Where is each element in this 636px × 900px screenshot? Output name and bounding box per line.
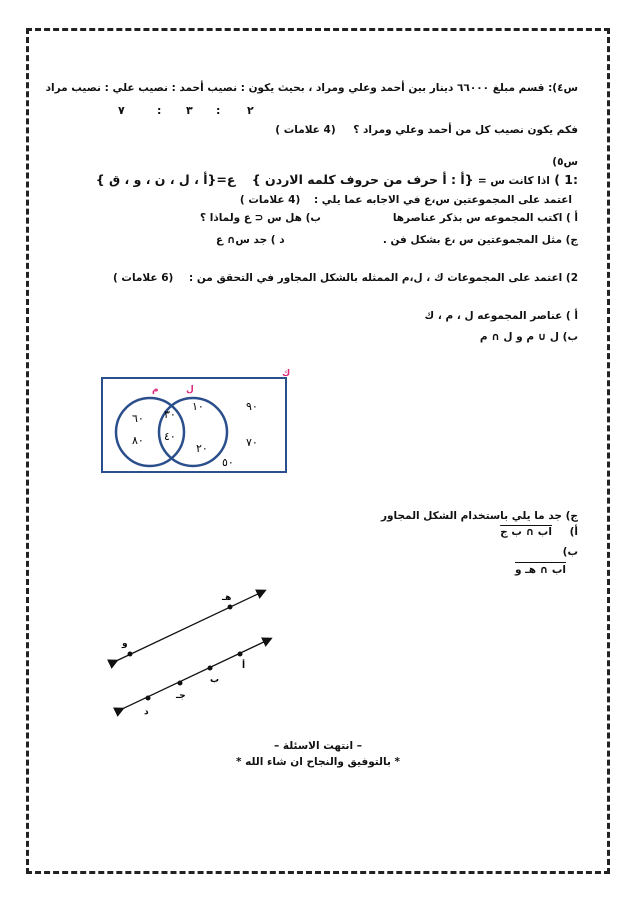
venn-value: ٥٠: [222, 456, 234, 469]
q4-marks: (4 علامات ): [275, 124, 336, 136]
q5-rely: اعتمد على المجموعتين س،ع في الاجابه عما يلي :: [313, 194, 572, 206]
partc-item-a-label: أ): [569, 526, 578, 538]
partc-item-a: [500, 526, 578, 538]
q5-p1-b: ب) هل س ⊂ ع ولماذا ؟: [200, 212, 321, 224]
q5-p2-marks: (6 علامات ): [112, 272, 174, 284]
q4-ratio-ahmad: ٢: [247, 104, 254, 117]
q5-p1-c: ج) مثل المجموعتين س ،ع بشكل فن .: [382, 234, 578, 246]
q5-set-s: {أ : أ حرف من حروف كلمه الاردن }: [251, 172, 474, 187]
point-j: [178, 681, 183, 686]
venn-label-k: ك: [282, 369, 291, 379]
q5-heading: س٥): [552, 156, 578, 168]
q5-p2-b: ب) ل ∪ م و ل ∩ م: [479, 331, 578, 343]
label-a: أ: [242, 661, 246, 671]
label-h: هـ: [222, 593, 232, 603]
label-d: د: [144, 707, 149, 717]
partc-item-a-expr: اب ∩ ب ج: [500, 526, 552, 538]
venn-value: ٢٠: [196, 442, 208, 455]
q4-ratio-ali: ٣: [186, 104, 193, 117]
venn-value: ٦٠: [132, 412, 144, 425]
venn-value: ٧٠: [246, 436, 258, 449]
q4-ratio-murad: ٧: [118, 104, 125, 117]
venn-diagram: [98, 366, 298, 476]
venn-label-m: م: [152, 385, 159, 395]
q5-p1-line: [96, 172, 578, 187]
label-j: جـ: [176, 691, 186, 701]
q5-p2-text: اعتمد على المجموعات ك ، ل،م الممثله بالشكل المجاور في التحقق من :: [188, 272, 563, 284]
q4-question: [275, 124, 578, 136]
venn-value: ١٠: [192, 400, 204, 413]
q5-p1-a: أ ) اكتب المجموعه س بذكر عناصرها: [392, 212, 578, 224]
q4-sep: :: [157, 104, 162, 117]
point-d: [146, 696, 151, 701]
q5-p1-if: اذا كانت س =: [477, 175, 550, 187]
q5-p2-number: 2): [565, 272, 578, 284]
parallel-lines-figure: [100, 584, 280, 724]
q5-p1-d: د ) جد س∩ ع: [216, 234, 285, 246]
q5-p2-line: [113, 272, 578, 284]
point-a: [238, 652, 243, 657]
venn-value: ٩٠: [246, 400, 258, 413]
q4-sep: :: [216, 104, 221, 117]
line-top: [114, 592, 262, 662]
label-b: ب: [210, 675, 220, 685]
partc-item-b-expr-wrap: [515, 564, 566, 576]
q4-line1: س٤): قسم مبلغ ٦٦٠٠٠ دينار بين أحمد وعلي ومراد ، بحيث يكون : نصيب أحمد : نصيب علي : نصيب مراد: [45, 82, 578, 94]
label-w: و: [122, 639, 128, 649]
q4-question-text: فكم يكون نصيب كل من أحمد وعلي ومراد ؟: [353, 124, 578, 136]
point-b: [208, 666, 213, 671]
footer-wish: * بالتوفيق والنجاح ان شاء الله *: [235, 756, 401, 768]
footer-end: – انتهت الاسئلة –: [273, 740, 363, 752]
q5-p2-a: أ ) عناصر المجموعه ل ، م ، ك: [424, 310, 578, 322]
line-bottom: [120, 640, 268, 710]
partc-item-b-label: ب): [562, 546, 578, 558]
partc-item-b-expr: اب ∩ هـ و: [514, 564, 566, 576]
point-w: [128, 652, 133, 657]
q5-p1-marks: (4 علامات ): [239, 194, 301, 206]
venn-label-l: ل: [186, 385, 194, 395]
q5-set-e: ع={أ ، ل ، ن ، و ، ق }: [95, 172, 236, 187]
partc-title: ج) جد ما يلي باستخدام الشكل المجاور: [380, 510, 578, 522]
q5-rely-line: [240, 194, 572, 206]
point-h: [228, 605, 233, 610]
venn-value: ٨٠: [132, 434, 144, 447]
venn-value: ٣٠: [164, 408, 176, 421]
q5-p1-number: :1 ): [554, 172, 578, 187]
venn-value: ٤٠: [164, 430, 176, 443]
